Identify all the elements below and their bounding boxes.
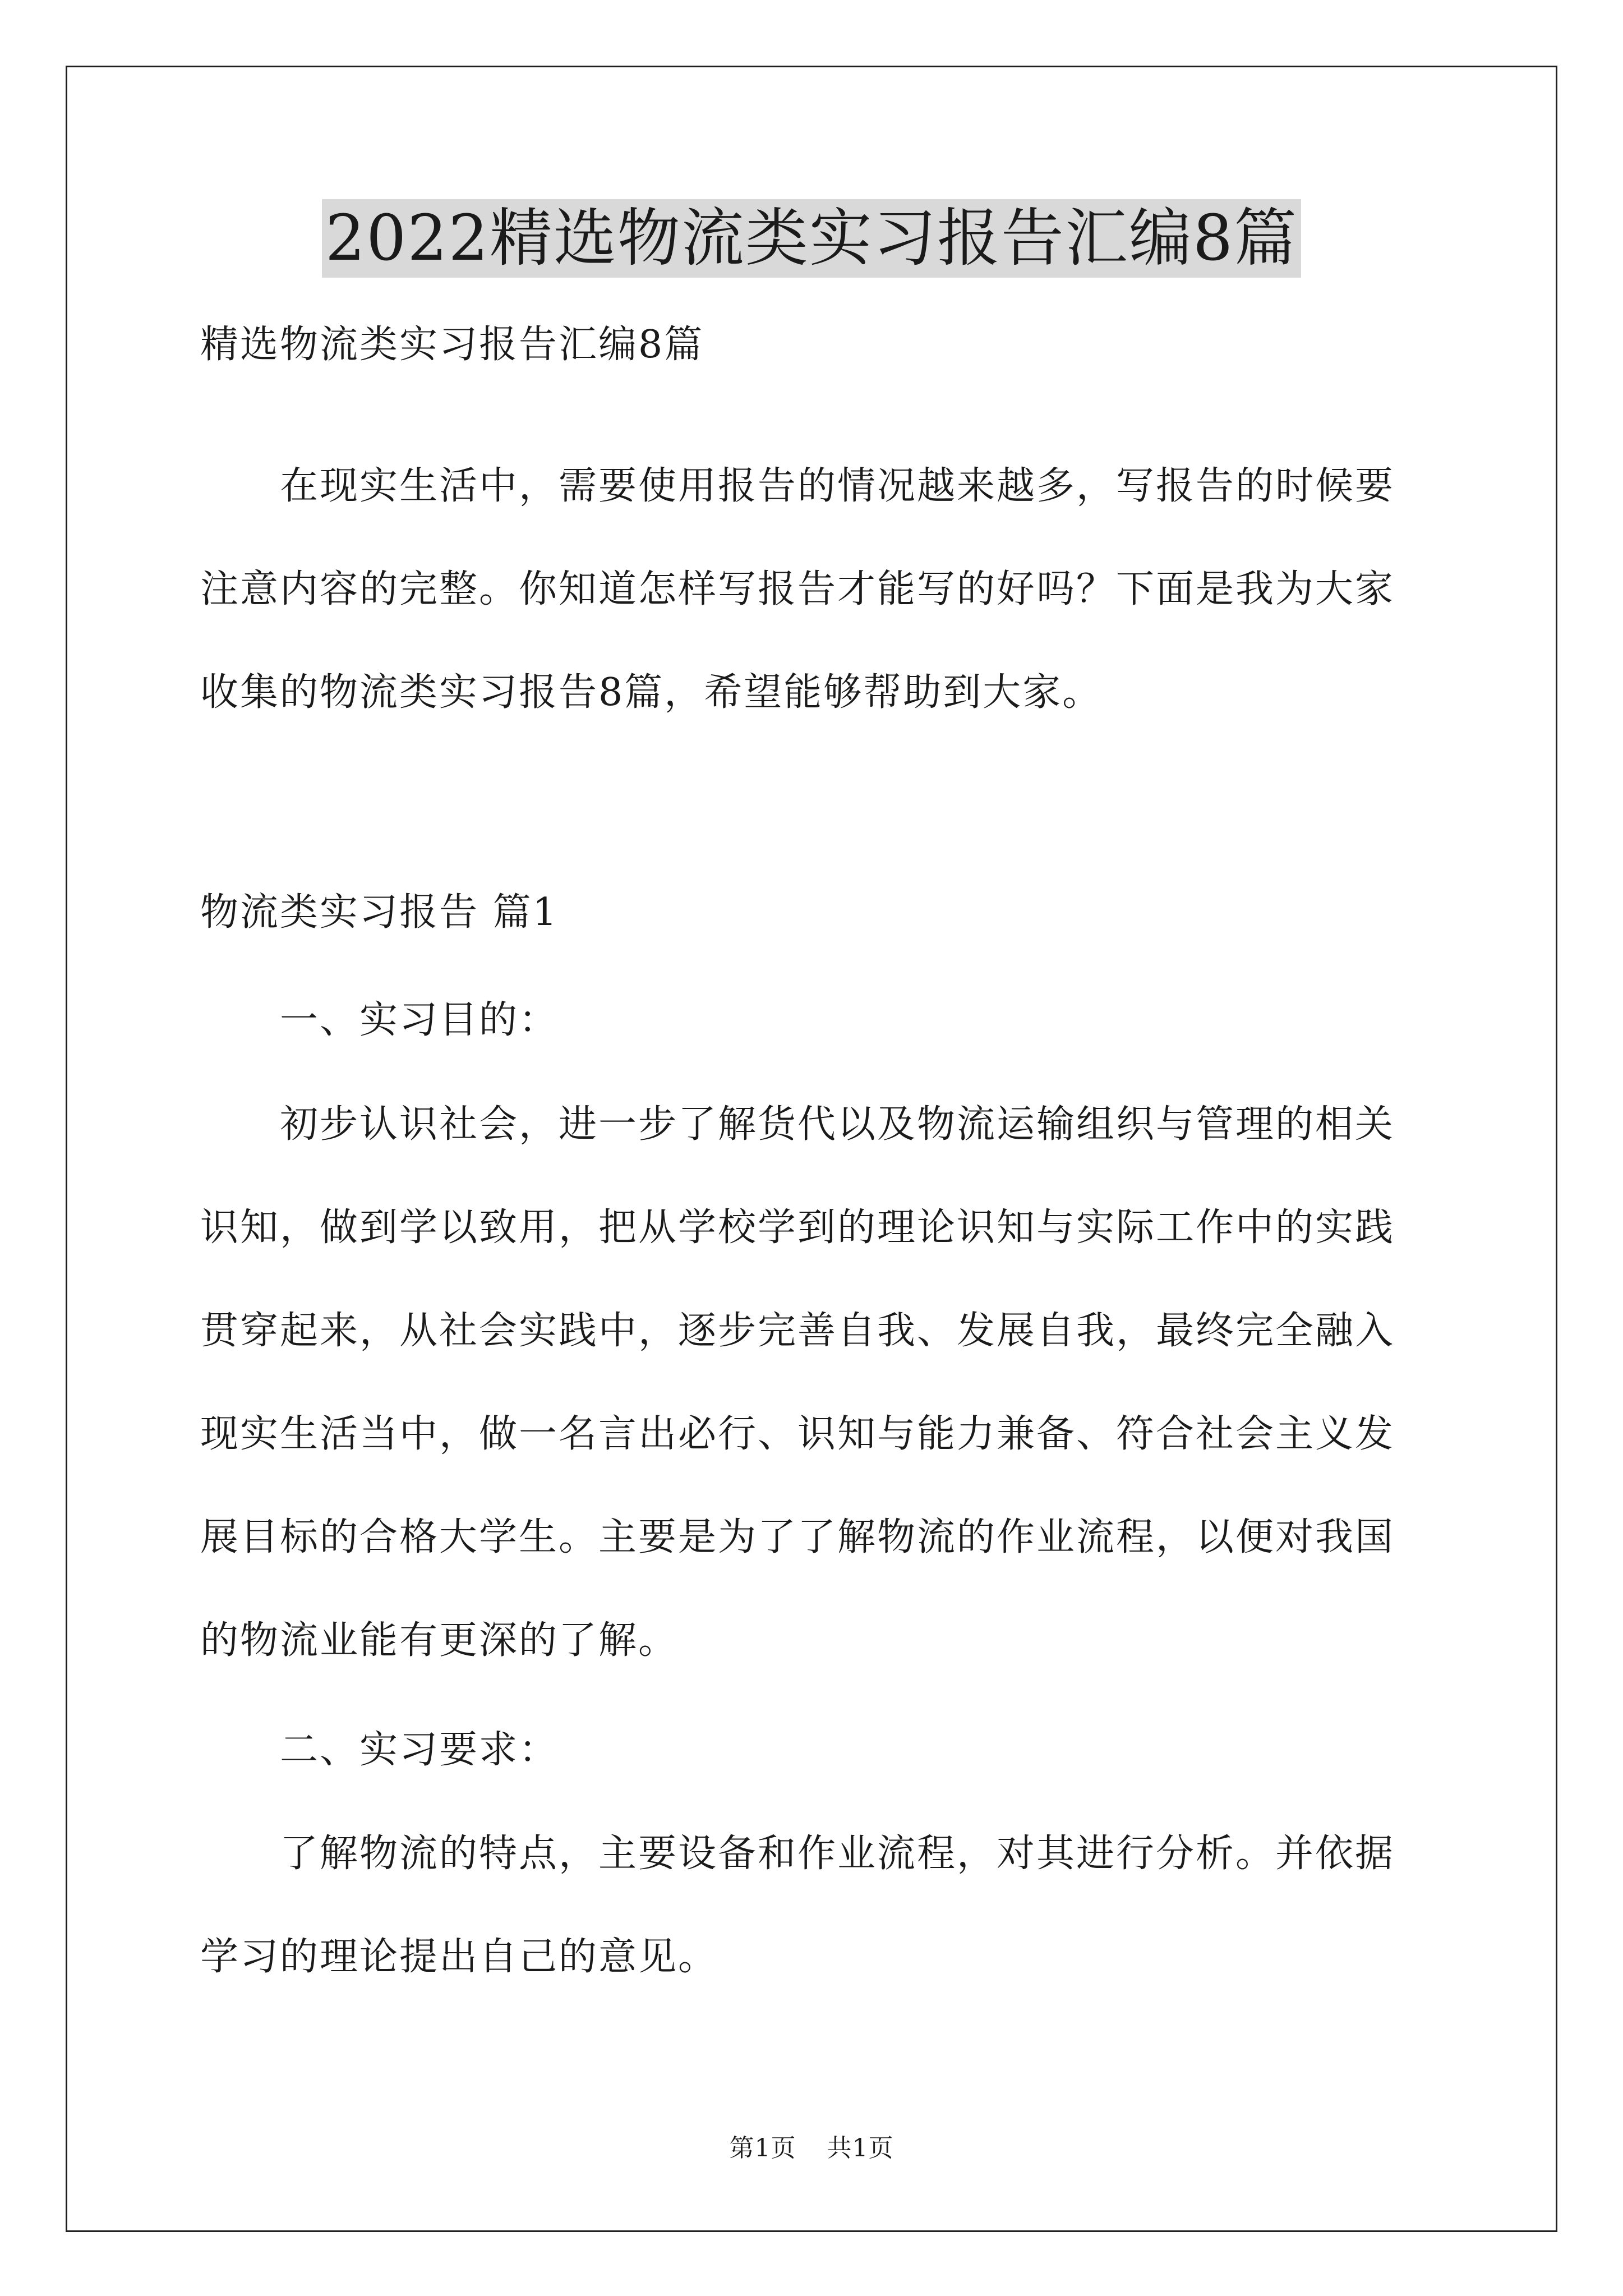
page-footer bbox=[0, 2132, 1623, 2165]
paragraph-purpose: 初步认识社会，进一步了解货代以及物流运输组织与管理的相关识知，做到学以致用，把从学校学到的理论识知与实际工作中的实践贯穿起来，从社会实践中，逐步完善自我、发展自我，最终完全融入现实生活当中，做一名言出必行、识知与能力兼备、符合社会主义发展目标的合格大学生。主要是为了了解物流的作业流程，以便对我国的物流业能有更深的了解。 bbox=[200, 1102, 1395, 1663]
page-total: 共1页 bbox=[827, 2134, 894, 2162]
section-title: 物流类实习报告 篇1 bbox=[200, 890, 559, 935]
intro-paragraph: 在现实生活中，需要使用报告的情况越来越多，写报告的时候要注意内容的完整。你知道怎样写报告才能写的好吗？下面是我为大家收集的物流类实习报告8篇，希望能够帮助到大家。 bbox=[200, 464, 1395, 715]
heading-purpose: 一、实习目的： bbox=[280, 998, 559, 1042]
heading-requirements: 二、实习要求： bbox=[280, 1728, 559, 1772]
title-container bbox=[0, 199, 1623, 278]
paragraph-requirements: 了解物流的特点，主要设备和作业流程，对其进行分析。并依据学习的理论提出自己的意见。 bbox=[200, 1832, 1395, 1979]
document-subtitle: 精选物流类实习报告汇编8篇 bbox=[200, 323, 704, 367]
page-number: 第1页 bbox=[729, 2134, 796, 2162]
document-title: 2022精选物流类实习报告汇编8篇 bbox=[322, 199, 1301, 278]
